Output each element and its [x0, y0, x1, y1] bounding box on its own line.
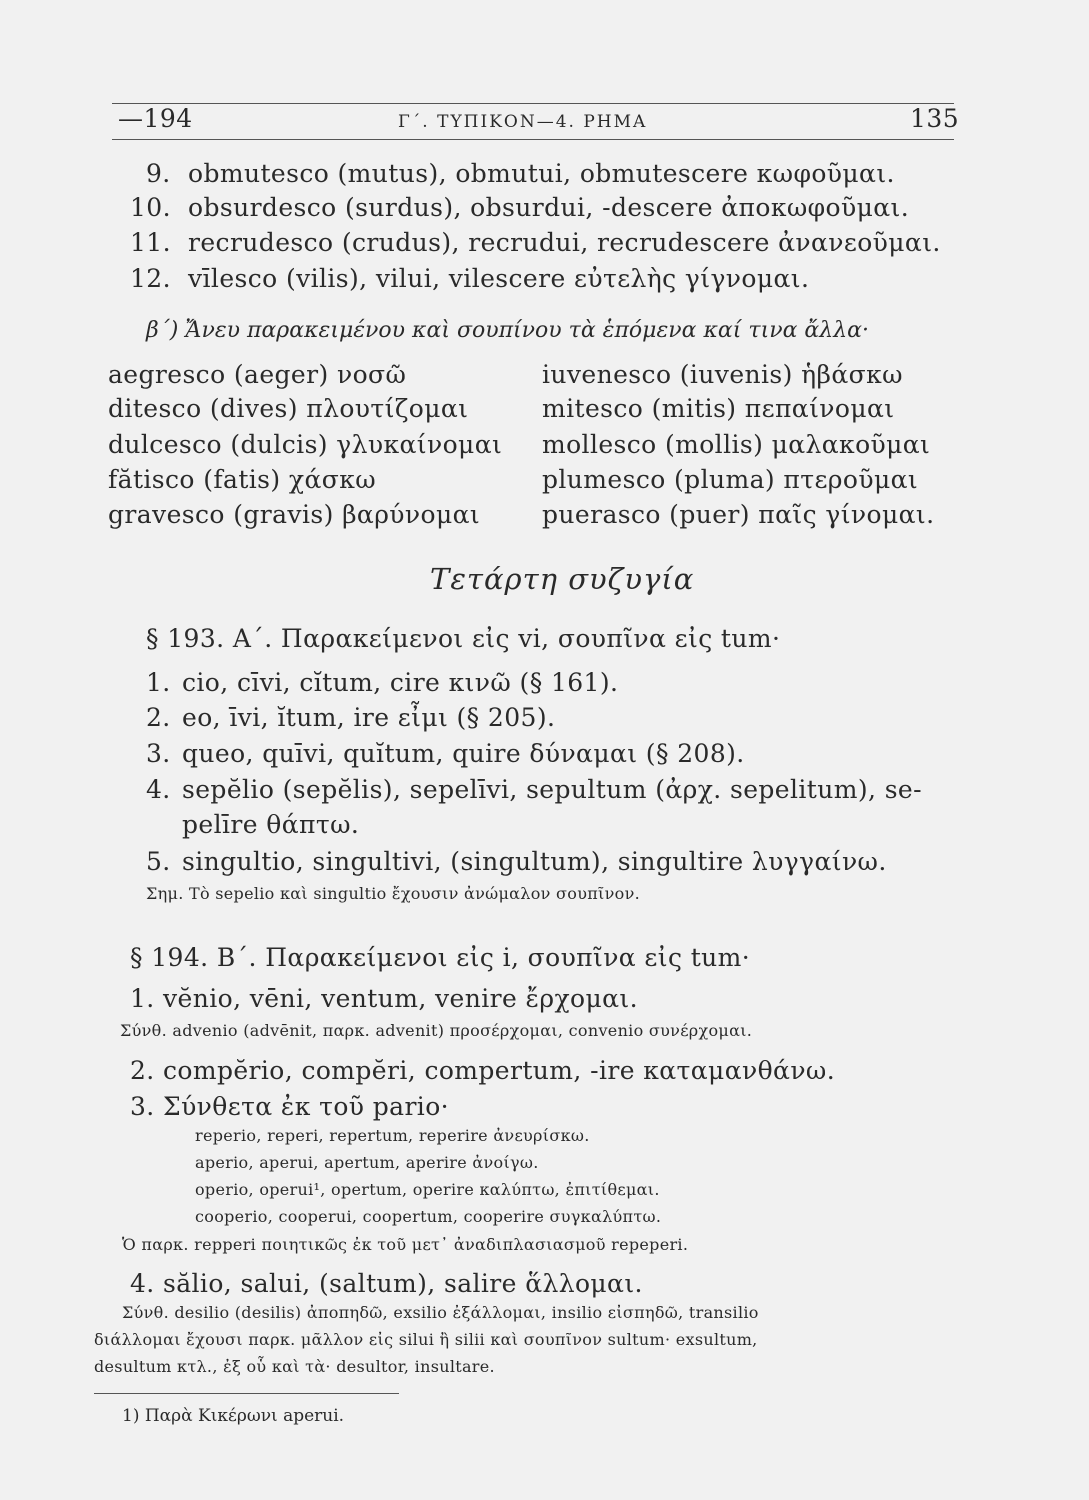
header-right-page-number: 135: [910, 104, 960, 133]
list-item-text: queo, quīvi, quĭtum, quire δύναμαι (§ 208).: [182, 739, 745, 768]
sub-list-item: reperio, reperi, repertum, reperire ἀνευρίσκω.: [195, 1126, 590, 1145]
section-title: Τετάρτη συζυγία: [430, 562, 695, 596]
note-193: Σημ. Τὸ sepelio καὶ singultio ἔχουσιν ἀνώμαλον σουπῖνον.: [146, 884, 640, 903]
header-rule-bottom: [112, 139, 954, 140]
header-left-page-number: —194: [118, 104, 193, 133]
list-item-text: eo, īvi, ĭtum, ire εἶμι (§ 205).: [182, 703, 556, 732]
list-item-text: cio, cīvi, cĭtum, cire κινῶ (§ 161).: [182, 668, 619, 697]
note-194-4-line: desultum κτλ., ἐξ οὗ καὶ τὰ· desultor, insultare.: [94, 1357, 495, 1376]
right-column-entry: mollesco (mollis) μαλακοῦμαι: [542, 430, 931, 459]
list-item-text: vīlesco (vilis), vilui, vilescere εὐτελὴς γίγνομαι.: [188, 264, 810, 293]
list-item-num: 5.: [146, 847, 171, 876]
list-item-num: 1.: [146, 668, 171, 697]
list-item-num: 10.: [130, 193, 171, 222]
paragraph-194-heading: § 194. Β΄. Παρακείμενοι εἰς i, σουπῖνα εἰς tum·: [130, 943, 751, 972]
list-item-text: 1. vĕnio, vēni, ventum, venire ἔρχομαι.: [130, 984, 638, 1013]
note-194-4-line: διάλλομαι ἔχουσι παρκ. μᾶλλον εἰς silui ἢ silii καὶ σουπῖνον sultum· exsultum,: [94, 1330, 758, 1349]
list-item-num: 12.: [130, 264, 171, 293]
left-column-entry: ditesco (dives) πλουτίζομαι: [108, 394, 469, 423]
left-column-entry: fătisco (fatis) χάσκω: [108, 465, 377, 494]
right-column-entry: puerasco (puer) παῖς γίνομαι.: [542, 500, 935, 529]
list-item-num: 4.: [146, 775, 171, 804]
list-item-text: recrudesco (crudus), recrudui, recrudescere ἀνανεοῦμαι.: [188, 228, 941, 257]
list-item-num: 11.: [130, 228, 171, 257]
list-item-num: 2.: [146, 703, 171, 732]
sub-list-item: cooperio, cooperui, coopertum, cooperire συγκαλύπτω.: [195, 1207, 662, 1226]
footnote: 1) Παρὰ Κικέρωνι aperui.: [122, 1406, 345, 1426]
header-title: Γ΄. ΤΥΠΙΚΟΝ—4. ΡΗΜΑ: [398, 112, 648, 132]
list-item-text: singultio, singultivi, (singultum), singultire λυγγαίνω.: [182, 847, 887, 876]
footnote-rule: [94, 1393, 399, 1394]
list-item-num: 9.: [146, 159, 171, 188]
list-item-text: sepĕlio (sepĕlis), sepelīvi, sepultum (ἀρχ. sepelitum), se-: [182, 775, 922, 804]
sub-list-item: operio, operui¹, opertum, operire καλύπτω, ἐπιτίθεμαι.: [195, 1180, 660, 1199]
list-item-text: 2. compĕrio, compĕri, compertum, -ire καταμανθάνω.: [130, 1056, 836, 1085]
list-item-continuation: pelīre θάπτω.: [182, 810, 360, 839]
note-194-3: Ὁ παρκ. repperi ποιητικῶς ἐκ τοῦ μετ᾽ ἀναδιπλασιασμοῦ repeperi.: [122, 1235, 689, 1254]
list-item-text: 3. Σύνθετα ἐκ τοῦ pario·: [130, 1092, 449, 1121]
header-rule-top: [112, 103, 954, 104]
right-column-entry: mitesco (mitis) πεπαίνομαι: [542, 394, 895, 423]
list-item-text: obsurdesco (surdus), obsurdui, -descere ἀποκωφοῦμαι.: [188, 193, 910, 222]
list-item-num: 3.: [146, 739, 171, 768]
right-column-entry: plumesco (pluma) πτεροῦμαι: [542, 465, 919, 494]
left-column-entry: dulcesco (dulcis) γλυκαίνομαι: [108, 430, 503, 459]
paragraph-193-heading: § 193. Α΄. Παρακείμενοι εἰς vi, σουπῖνα εἰς tum·: [146, 624, 781, 653]
section-b-heading: β΄) Ἄνευ παρακειμένου καὶ σουπίνου τὰ ἑπόμενα καί τινα ἄλλα·: [146, 318, 870, 343]
left-column-entry: gravesco (gravis) βαρύνομαι: [108, 500, 481, 529]
right-column-entry: iuvenesco (iuvenis) ἡβάσκω: [542, 360, 903, 389]
sub-list-item: aperio, aperui, apertum, aperire ἀνοίγω.: [195, 1153, 539, 1172]
note-194-1: Σύνθ. advenio (advēnit, παρκ. advenit) προσέρχομαι, convenio συνέρχομαι.: [120, 1021, 753, 1040]
list-item-text: 4. sălio, salui, (saltum), salire ἅλλομαι.: [130, 1269, 643, 1298]
list-item-text: obmutesco (mutus), obmutui, obmutescere κωφοῦμαι.: [188, 159, 895, 188]
note-194-4-line: Σύνθ. desilio (desilis) ἀποπηδῶ, exsilio ἐξάλλομαι, insilio εἰσπηδῶ, transilio: [122, 1303, 759, 1322]
left-column-entry: aegresco (aeger) νοσῶ: [108, 360, 407, 389]
